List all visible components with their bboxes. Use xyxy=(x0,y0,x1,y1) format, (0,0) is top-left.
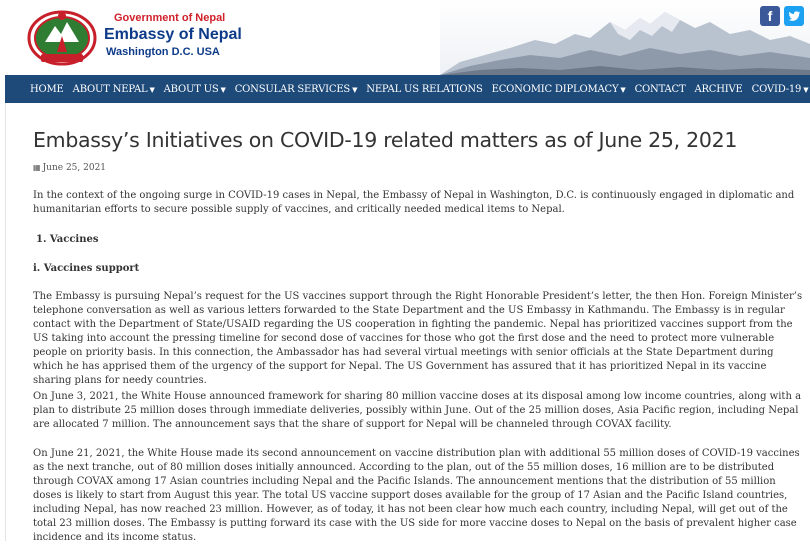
himalaya-banner-image xyxy=(440,0,810,75)
nav-item-label: HOME xyxy=(30,83,64,95)
nav-item-about-nepal[interactable] xyxy=(73,84,155,95)
caret-down-icon: ▼ xyxy=(352,85,358,94)
article-paragraph-2: On June 3, 2021, the White House announced framework for sharing 80 million vaccine doses at its disposal among low income countries, along with a plan to distribute 25 million doses through immediate deliveries, possibly within June. Out of the 25 million doses, Asia Pacific region, including Nepal are allocated 7 million. The announcement says that the share of support for Nepal will be channeled through COVAX facility. xyxy=(33,391,802,430)
article-content xyxy=(5,103,810,541)
caret-down-icon: ▼ xyxy=(803,85,809,94)
nepal-emblem-logo xyxy=(27,8,97,66)
nav-item-label: ARCHIVE xyxy=(694,83,743,95)
nav-item-about-us[interactable] xyxy=(164,84,226,95)
nav-item-consular-services[interactable] xyxy=(235,84,358,95)
subsection-heading-vaccines-support: i. Vaccines support xyxy=(33,263,140,274)
article-title: Embassy’s Initiatives on COVID-19 related matters as of June 25, 2021 xyxy=(33,128,738,152)
caret-down-icon: ▼ xyxy=(220,85,226,94)
facebook-icon[interactable]: f xyxy=(760,6,780,26)
article-paragraph-1: The Embassy is pursuing Nepal’s request for the US vaccines support through the Right Honorable President’s letter, the then Hon. Foreign Minister’s telephone conversation as well as various letters forwarded to the State Department and the US Embassy in Kathmandu. The Embassy is in regular contact with the Department of State/USAID regarding the US cooperation in fighting the pandemic. Nepal has prioritized vaccines support from the US taking into account the pressing timeline for second dose of vaccines for those who got the first dose and the need to protect more vulnerable people on priority basis. In this connection, the Ambassador has had several virtual meetings with senior officials at the State Department during which he has apprised them of the urgency of the support for Nepal. The US Government has assured that it has prioritized Nepal in its vaccine sharing plans for needy countries. xyxy=(33,291,803,386)
caret-down-icon: ▼ xyxy=(149,85,155,94)
nav-item-label: NEPAL US RELATIONS xyxy=(366,83,483,95)
nav-item-label: ABOUT NEPAL xyxy=(72,83,148,95)
main-navigation xyxy=(5,75,810,103)
nav-item-nepal-us-relations[interactable] xyxy=(366,84,482,95)
government-label: Government of Nepal xyxy=(114,12,226,24)
article-paragraph-3: On June 21, 2021, the White House made its second announcement on vaccine distribution plan with additional 55 million doses of COVID-19 vaccines as the next tranche, out of 80 million doses initially announced. According to the plan, out of the 55 million doses, 16 million are to be distributed through COVAX among 17 Asian countries including Nepal and the Pacific Islands. The announcement mentions that the distribution of 55 million doses is likely to start from August this year. The total US vaccine support doses available for the group of 17 Asian and the Pacific Island countries, including Nepal, has now reached 23 million. However, as of today, it has not been clear how much each country, including Nepal, will get out of the total 23 million doses. The Embassy is putting forward its case with the US side for more vaccine doses to Nepal on the basis of prevalent higher case incidence and its income status. xyxy=(33,448,800,543)
nav-item-label: CONTACT xyxy=(634,83,686,95)
article-date xyxy=(33,163,106,173)
article-intro: In the context of the ongoing surge in COVID-19 cases in Nepal, the Embassy of Nepal in Washington, D.C. is continuously engaged in diplomatic and humanitarian efforts to secure possible supply of vaccines, and critically needed medical items to Nepal. xyxy=(33,190,795,215)
site-header xyxy=(0,0,810,75)
section-heading-vaccines: 1. Vaccines xyxy=(36,234,99,245)
calendar-icon: ▦ xyxy=(33,163,41,172)
nav-item-archive[interactable] xyxy=(694,84,742,95)
caret-down-icon: ▼ xyxy=(620,85,626,94)
nav-item-economic-diplomacy[interactable] xyxy=(492,84,626,95)
twitter-bird-glyph xyxy=(787,9,801,23)
nav-item-covid-19[interactable] xyxy=(752,84,809,95)
nav-item-label: ABOUT US xyxy=(163,83,219,95)
embassy-location: Washington D.C. USA xyxy=(106,46,220,58)
nav-item-label: COVID-19 xyxy=(751,83,802,95)
nav-item-label: ECONOMIC DIPLOMACY xyxy=(491,83,619,95)
nav-item-contact[interactable] xyxy=(635,84,686,95)
nav-item-home[interactable] xyxy=(30,84,64,95)
embassy-name[interactable]: Embassy of Nepal xyxy=(104,26,242,43)
article-date-text: June 25, 2021 xyxy=(42,163,107,173)
nav-item-label: CONSULAR SERVICES xyxy=(234,83,351,95)
twitter-icon[interactable] xyxy=(784,6,804,26)
